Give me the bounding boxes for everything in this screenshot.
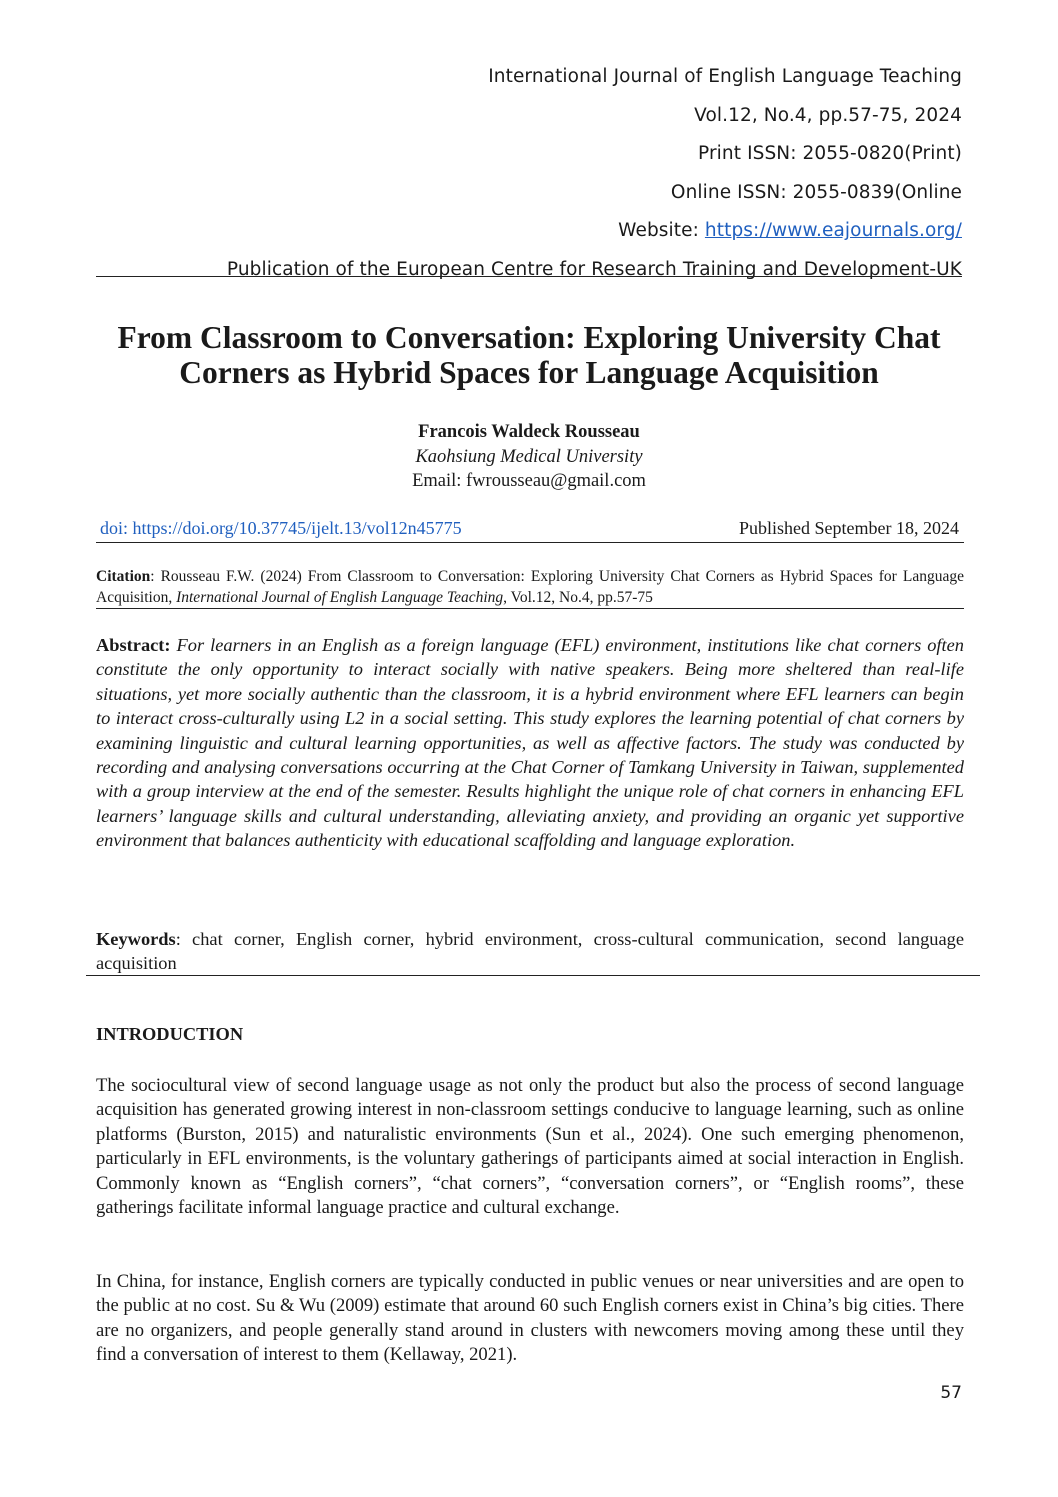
volume-info: Vol.12, No.4, pp.57-75, 2024 <box>694 104 962 126</box>
author-block <box>0 420 1058 494</box>
citation-journal: International Journal of English Language Teaching <box>176 589 504 606</box>
website-link[interactable]: https://www.eajournals.org/ <box>704 220 962 242</box>
intro-paragraph-2: In China, for instance, English corners are typically conducted in public venues or near universities and are open to the public at no cost. Su & Wu (2009) estimate that around 60 such English corners exist in China’s big cities. There are no organizers, and people generally stand around in clusters with newcomers moving among these until they find a conversation of interest to them (Kellaway, 2021). <box>96 1271 964 1366</box>
article-title <box>80 320 978 390</box>
citation-text-2: , Vol.12, No.4, pp.57-75 <box>503 589 653 606</box>
introduction-heading: INTRODUCTION <box>96 1024 244 1044</box>
citation-text-1: : Rousseau F.W. (2024) From Classroom to Conversation: Exploring University Chat Corners as Hybrid Spaces for Language Acquisition, <box>96 568 964 606</box>
intro-paragraph-1: The sociocultural view of second language usage as not only the product but also the process of second language acquisition has generated growing interest in non-classroom settings conducive to language learning, such as online platforms (Burston, 2015) and naturalistic environments (Sun et al., 2024). One such emerging phenomenon, particularly in EFL environments, is the voluntary gatherings of participants aimed at social interaction in English. Commonly known as “English corners”, “chat corners”, “conversation corners”, or “English rooms”, these gatherings facilitate informal language practice and cultural exchange. <box>96 1075 964 1219</box>
abstract-text: For learners in an English as a foreign language (EFL) environment, institutions like chat corners often constitute the only opportunity to interact socially with native speakers. Being more sheltered than real-life situations, yet more socially authentic than the classroom, it is a hybrid environment where EFL learners can begin to interact cross-culturally using L2 in a social setting. This study explores the learning potential of chat corners by examining linguistic and cultural learning opportunities, as well as affective factors. The study was conducted by recording and analysing conversations occurring at the Chat Corner of Tamkang University in Taiwan, supplemented with a group interview at the end of the semester. Results highlight the unique role of chat corners in enhancing EFL learners’ language skills and cultural understanding, alleviating anxiety, and providing an organic yet supportive environment that balances authenticity with educational scaffolding and language exploration. <box>96 635 965 851</box>
website-label: Website: <box>618 220 705 242</box>
print-issn: Print ISSN: 2055-0820(Print) <box>698 143 962 165</box>
keywords-text: : chat corner, English corner, hybrid environment, cross-cultural communication, second language acquisition <box>96 929 964 974</box>
author-name: Francois Waldeck Rousseau <box>418 422 640 442</box>
author-affiliation: Kaohsiung Medical University <box>415 446 643 467</box>
journal-header <box>0 58 962 290</box>
page-number: 57 <box>940 1383 962 1403</box>
citation-block <box>96 566 964 608</box>
title-line-2: Corners as Hybrid Spaces for Language Acquisition <box>179 355 879 390</box>
abstract <box>96 633 964 853</box>
online-issn: Online ISSN: 2055-0839(Online <box>670 181 962 203</box>
keywords-divider <box>86 975 980 976</box>
citation-label: Citation <box>96 568 151 585</box>
abstract-label: Abstract: <box>96 635 171 655</box>
header-divider <box>96 276 962 277</box>
published-date: Published September 18, 2024 <box>739 518 959 538</box>
keywords <box>96 927 964 976</box>
publisher-line: Publication of the European Centre for Research Training and Development-UK <box>226 258 962 280</box>
author-email: Email: fwrousseau@gmail.com <box>412 471 646 491</box>
journal-name: International Journal of English Language Teaching <box>488 66 962 87</box>
doi-link[interactable]: doi: https://doi.org/10.37745/ijelt.13/vol12n45775 <box>100 518 462 538</box>
citation-divider <box>96 608 964 609</box>
keywords-label: Keywords <box>96 929 176 949</box>
doi-divider <box>96 542 964 543</box>
title-line-1: From Classroom to Conversation: Exploring University Chat <box>117 320 941 355</box>
website-line <box>0 212 962 251</box>
